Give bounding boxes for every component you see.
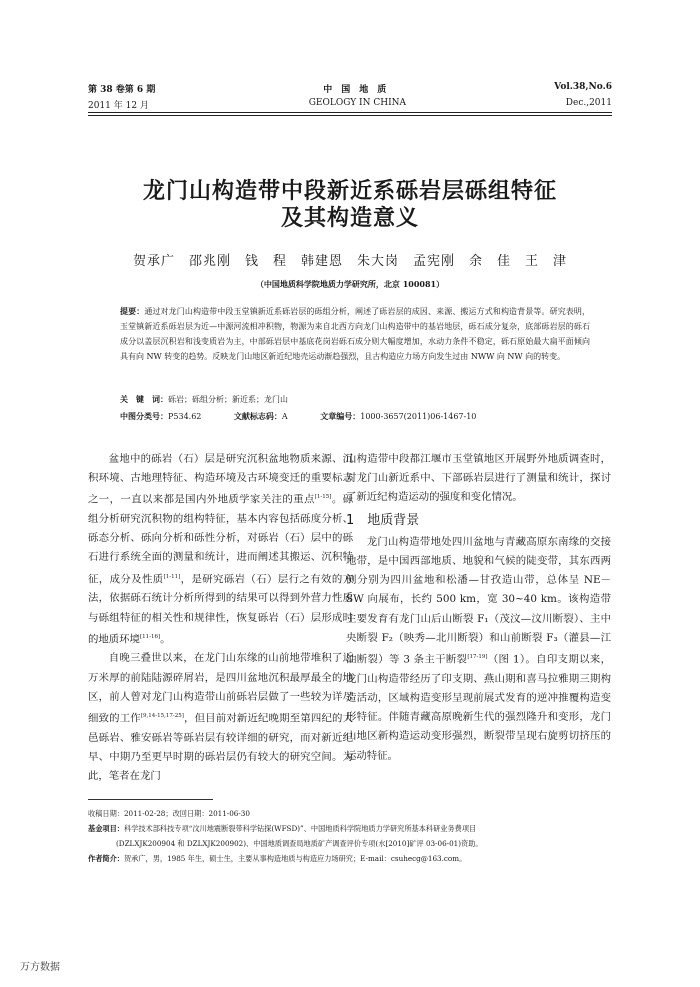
citation: [11-16] (139, 633, 161, 640)
citation: [9,14-15,17-25] (140, 713, 184, 720)
footnote-funding: 基金项目：科学技术部科技专项“汶川地震断裂带科学钻探(WFSD)”、中国地质科学院地质力学研究所基本科研业务费项目 (88, 824, 477, 833)
paragraph-intro-2-continued: 山构造带中段都江堰市玉堂镇地区开展野外地质调查时，对龙门山新近系中、下部砾岩层进行了测量和统计，探讨了新近纪构造运动的强度和变化情况。 (346, 453, 611, 504)
article-number: 文章编号：1000-3657(2011)06-1467-10 (320, 411, 477, 421)
volume-issue-cn: 第 38 卷第 6 期 (88, 85, 156, 95)
abstract-label: 提要： (120, 306, 145, 316)
journal-header-bottom (88, 98, 612, 111)
citation: [1-15] (314, 494, 332, 501)
citation: [17-19] (467, 654, 488, 661)
journal-name-cn: 中 国 地 质 (323, 85, 387, 95)
citation: [1-11] (163, 573, 181, 580)
article-title-line-1: 龙门山构造带中段新近系砾岩层砾组特征 (142, 179, 557, 204)
abstract (120, 304, 590, 364)
volume-issue-en: Vol.38,No.6 (554, 82, 612, 92)
keywords (120, 394, 590, 405)
header-rule-thick (88, 112, 612, 113)
section-heading-1: 1 地质背景 (346, 512, 420, 528)
clc-number: 中图分类号：P534.62 (120, 411, 202, 421)
classification-line (120, 411, 590, 422)
footnote-funding-continued: (DZLXJK200904 和 DZLXJK200902)、中国地质调查局地质矿产调查评价专项(水[2010]矿评 03-06-01)资助。 (116, 839, 483, 848)
footnote-rule (88, 799, 213, 800)
body-column-left (88, 450, 353, 786)
footnote-received: 收稿日期：2011-02-28；改回日期：2011-06-30 (88, 809, 250, 818)
paragraph-geology-1: 龙门山构造带地处四川盆地与青藏高原东南缘的交接地带，是中国西部地质、地貌和气候的陡变带，其东西两侧分别为四川盆地和松潘—甘孜造山带，总体呈 NE－SW 向展布，长约 500 km，宽 30~40 km。该构造带主要发育有龙门山后山断裂 F₁（茂汶—汶川断裂）、主中央断裂 F₂（映秀—北川断裂）和山前断裂 F₃（灌县—江油断裂）等 3 条主干断裂[17-19]（图 1）。自印支期以来，龙门山构造带经历了印支期、燕山期和喜马拉雅期三期构造活动，区域构造变形呈现前展式发育的逆冲推覆构造变形特征。伴随青藏高原晚新生代的强烈隆升和变形，龙门山地区新构造运动变形强烈，断裂带呈现右旋剪切挤压的运动特征。 (346, 535, 612, 762)
footnotes (88, 806, 612, 866)
abstract-text: 通过对龙门山构造带中段玉堂镇新近系砾岩层的砾组分析，阐述了砾岩层的成因、来源、搬运方式和构造背景等。研究表明，玉堂镇新近系砾岩层为近—中源河流相冲积物，物源为来自北西方向龙门山构造带中的基岩地层，砾石成分复杂，底部砾岩层的砾石成分以盖层沉积岩和浅变质岩为主，中部砾岩层中基底花岗岩砾石成分则大幅度增加，水动力条件不稳定，砾石原始最大扁平面倾向具有向 NW 转变的趋势。反映龙门山地区新近纪地壳运动渐趋强烈，且古构造应力场方向发生过由 NWW 向 NW 向的转变。 (120, 307, 591, 361)
paragraph-intro-1: 盆地中的砾岩（石）层是研究沉积盆地物质来源、沉积环境、古地理特征、构造环境及古环境变迁的重要标志之一，一直以来都是国内外地质学家关注的重点[1-15]。砾组分析研究沉积物的组构特征，基本内容包括砾度分析、砾态分析、砾向分析和砾性分析，对砾岩（石）层中的砾石进行系统全面的测量和统计，进而阐述其搬运、沉积特征，成分及性质[1-11]，是研究砾岩（石）层行之有效的方法，依据砾石统计分析所得到的结果可以得到外营力性质与砾组特征的相关性和规律性，恢复砾岩（石）层形成时的地质环境[11-16]。 (88, 453, 354, 646)
paragraph-intro-2: 自晚三叠世以来，在龙门山东缘的山前地带堆积了近万米厚的前陆陆源碎屑岩，是四川盆地沉积最厚最全的地区，前人曾对龙门山构造带山前砾岩层做了一些较为详尽细致的工作[9,14-15,17-25]，但目前对新近纪晚期至第四纪的大邑砾岩、雅安砾岩等砾岩层有较详细的研究，而对新近纪早、中期乃至更早时期的砾岩层仍有较大的研究空间。为此，笔者在龙门 (88, 652, 354, 783)
body-column-right (346, 450, 611, 766)
article-title-line-2: 及其构造意义 (280, 206, 419, 231)
keywords-text: 砾岩；砾组分析；新近系；龙门山 (168, 395, 288, 404)
document-code: 文献标志码：A (233, 411, 288, 421)
header-rule-thin (88, 115, 612, 116)
affiliation: （中国地质科学院地质力学研究所，北京 100081） (255, 279, 445, 289)
date-cn: 2011 年 12 月 (88, 101, 149, 111)
date-en: Dec.,2011 (565, 98, 612, 108)
footnote-author: 作者简介：贺承广，男，1985 年生，硕士生，主要从事构造地质与构造应力场研究；E-mail：csuhecg@163.com。 (88, 854, 467, 863)
journal-header-top (88, 82, 612, 95)
author-list: 贺承广 邵兆刚 钱 程 韩建恩 朱大岗 孟宪刚 余 佳 王 津 (132, 254, 567, 269)
journal-name-en: GEOLOGY IN CHINA (308, 98, 407, 108)
keywords-label: 关 键 词： (120, 394, 168, 404)
database-watermark: 万方数据 (20, 962, 60, 973)
